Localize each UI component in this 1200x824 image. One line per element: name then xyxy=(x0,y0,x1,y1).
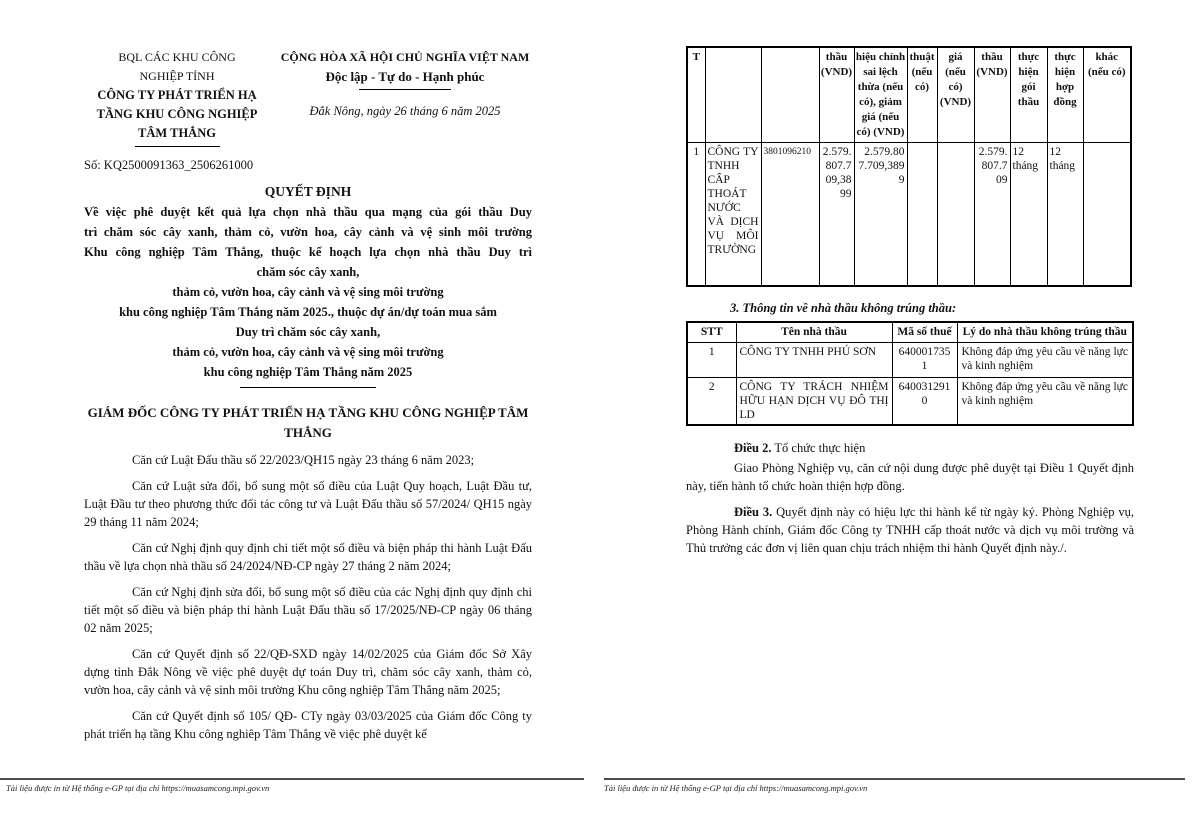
subtitle-line: Duy trì chăm sóc cây xanh, xyxy=(235,325,381,339)
parent-org-name: BQL CÁC KHU CÔNG NGHIỆP TỈNH xyxy=(118,50,236,83)
articles-block xyxy=(686,439,1134,557)
legal-basis-paragraph: Căn cứ Nghị định sửa đổi, bổ sung một số điều của các Nghị định quy định chi tiết một số điều và biện pháp thi hành Luật Đấu thầu số 17/2025/NĐ-CP ngày 06 tháng 02 năm 2025; xyxy=(84,585,532,635)
header-cell-corrected-price: hiệu chỉnh sai lệch thừa (nếu có), giảm giá (nếu có) (VND) xyxy=(854,47,907,143)
unsuccessful-bidders-table xyxy=(686,321,1134,426)
national-motto: Độc lập - Tự do - Hạnh phúc xyxy=(325,69,485,84)
table-row xyxy=(687,143,1131,286)
title-underline xyxy=(240,387,376,388)
table-row xyxy=(687,377,1133,425)
header-cell-stt: T xyxy=(687,47,705,143)
header-cell-other: khác (nếu có) xyxy=(1083,47,1131,143)
cell-package-duration: 12 tháng xyxy=(1010,143,1047,286)
cell-corrected-price: 2.579.807.709,3899 xyxy=(854,143,907,286)
company-name: CÔNG TY PHÁT TRIỂN HẠ TẦNG KHU CÔNG NGHIỆP TÂM THẮNG xyxy=(96,88,258,140)
cell-reason: Không đáp ứng yêu cầu về năng lực và kinh nghiệm xyxy=(957,377,1133,425)
header-cell-name xyxy=(705,47,761,143)
subtitle-line: khu công nghiệp Tâm Thắng năm 2025., thuộc dự án/dự toán mua sắm xyxy=(119,305,497,319)
subtitle-line: Khu công nghiệp Tâm Thắng, thuộc kế hoạch lựa chọn nhà thầu Duy trì xyxy=(84,245,532,259)
cell-stt: 1 xyxy=(687,143,705,286)
article-3-label: Điều 3. xyxy=(734,504,773,519)
article-2-title: Tổ chức thực hiện xyxy=(771,440,866,455)
cell-reason: Không đáp ứng yêu cầu về năng lực và kinh nghiệm xyxy=(957,342,1133,377)
cell-tax-id: 3801096210 xyxy=(761,143,819,286)
article-2-heading xyxy=(686,439,1134,457)
article-3-body: Quyết định này có hiệu lực thi hành kể từ ngày ký. Phòng Nghiệp vụ, Phòng Hành chính, Giám đốc Công ty TNHH cấp thoát nước và dịch vụ môi trường và Thủ trưởng các đơn vị liên quan chịu trách nhiệm thi hành Quyết định này./. xyxy=(686,504,1135,555)
subtitle-line: Về việc phê duyệt kết quả lựa chọn nhà thầu qua mạng của gói thầu Duy xyxy=(84,205,532,219)
cell-tax-id: 6400017351 xyxy=(892,342,957,377)
cell-contract-duration: 12 tháng xyxy=(1047,143,1083,286)
article-3-paragraph xyxy=(686,503,1134,557)
header-cell-package-duration: thực hiện gói thầu xyxy=(1010,47,1047,143)
subtitle-line: chăm sóc cây xanh, xyxy=(256,265,360,279)
org-underline xyxy=(135,146,220,147)
document-number: Số: KQ2500091363_2506261000 xyxy=(84,158,254,172)
article-2-body: Giao Phòng Nghiệp vụ, căn cứ nội dung được phê duyệt tại Điều 1 Quyết định này, tiến hành tổ chức hoàn thiện hợp đồng. xyxy=(686,460,1134,493)
cell-bidder-name: CÔNG TY TNHH CẤP THOÁT NƯỚC VÀ DỊCH VỤ MÔI TRƯỜNG xyxy=(705,143,761,286)
cell-award-price: 2.579.807.709 xyxy=(974,143,1010,286)
header-cell-bidder-name: Tên nhà thầu xyxy=(736,322,892,343)
section-3-heading: 3. Thông tin về nhà thầu không trúng thầu: xyxy=(730,300,957,315)
subtitle-line: trì chăm sóc cây xanh, thảm cỏ, vườn hoa, cây cảnh và vệ sinh môi trường xyxy=(84,225,532,239)
header-cell-reason: Lý do nhà thầu không trúng thầu xyxy=(957,322,1133,343)
cell-reduced-price xyxy=(937,143,974,286)
header-cell-contract-duration: thực hiện hợp đồng xyxy=(1047,47,1083,143)
page-2 xyxy=(686,46,1134,557)
document-subtitle xyxy=(84,202,532,382)
cell-tax-id: 6400312910 xyxy=(892,377,957,425)
table-header-row xyxy=(687,47,1131,143)
subtitle-line: khu công nghiệp Tâm Thắng năm 2025 xyxy=(203,365,413,379)
cell-technical xyxy=(907,143,937,286)
cell-bidder-name: CÔNG TY TNHH PHÚ SƠN xyxy=(736,342,892,377)
cell-stt: 2 xyxy=(687,377,736,425)
place-date-line: Đắk Nông, ngày 26 tháng 6 năm 2025 xyxy=(309,104,501,118)
legal-basis-paragraph: Căn cứ Luật sửa đổi, bổ sung một số điều của Luật Quy hoạch, Luật Đầu tư, Luật Đầu tư theo phương thức đối tác công tư và Luật Đấu thầu số 57/2024/ QH15 ngày 29 tháng 11 năm 2024; xyxy=(84,479,532,529)
cell-stt: 1 xyxy=(687,342,736,377)
national-header-block xyxy=(270,48,532,147)
subtitle-line: thảm cỏ, vườn hoa, cây cảnh và vệ sing môi trường xyxy=(172,285,444,299)
cell-bid-price: 2.579.807.709,3899 xyxy=(819,143,854,286)
winning-bidder-table xyxy=(686,46,1132,287)
cell-bidder-name: CÔNG TY TRÁCH NHIỆM HỮU HẠN DỊCH VỤ ĐÔ THỊ LD xyxy=(736,377,892,425)
legal-basis-paragraph: Căn cứ Luật Đấu thầu số 22/2023/QH15 ngày 23 tháng 6 năm 2023; xyxy=(132,453,475,467)
table-header-row xyxy=(687,322,1133,343)
issuing-org-block xyxy=(84,48,270,147)
document-header xyxy=(84,48,532,147)
motto-underline xyxy=(359,89,451,90)
title-block xyxy=(84,182,532,388)
legal-basis-paragraph: Căn cứ Nghị định quy định chi tiết một số điều và biện pháp thi hành Luật Đấu thầu về lựa chọn nhà thầu số 24/2024/NĐ-CP ngày 27 tháng 2 năm 2024; xyxy=(84,541,532,573)
page-2-footer: Tài liệu được in từ Hệ thống e-GP tại địa chỉ https://muasamcong.mpi.gov.vn xyxy=(604,778,1185,793)
header-cell-technical: thuật (nếu có) xyxy=(907,47,937,143)
legal-basis-paragraph: Căn cứ Quyết định số 105/ QĐ- CTy ngày 03/03/2025 của Giám đốc Công ty phát triển hạ tầng Khu công nghiêp Tâm Thắng về việc phê duyệt kế xyxy=(84,709,532,741)
header-cell-taxid xyxy=(761,47,819,143)
article-2-label: Điều 2. xyxy=(734,440,772,455)
header-cell-tax-id: Mã số thuế xyxy=(892,322,957,343)
issuer-heading: GIÁM ĐỐC CÔNG TY PHÁT TRIỂN HẠ TẦNG KHU CÔNG NGHIỆP TÂM THẮNG xyxy=(87,405,529,440)
header-cell-reduced-price: giá (nếu có) (VND) xyxy=(937,47,974,143)
header-cell-award-price: thầu (VND) xyxy=(974,47,1010,143)
header-cell-stt: STT xyxy=(687,322,736,343)
cell-other xyxy=(1083,143,1131,286)
subtitle-line: thảm cỏ, vườn hoa, cây cảnh và vệ sing môi trường xyxy=(172,345,444,359)
table-row xyxy=(687,342,1133,377)
legal-basis-paragraph: Căn cứ Quyết định số 22/QĐ-SXD ngày 14/02/2025 của Giám đốc Sở Xây dựng tỉnh Đắk Nông về việc phê duyệt dự toán Duy trì, chăm sóc cây xanh, thảm cỏ, vườn hoa, cây cảnh và vệ sinh môi trường Khu công nghiệp Tâm Thắng năm 2025; xyxy=(84,647,532,697)
national-title: CỘNG HÒA XÃ HỘI CHỦ NGHĨA VIỆT NAM xyxy=(280,50,530,64)
page-1 xyxy=(84,48,532,743)
document-title: QUYẾT ĐỊNH xyxy=(264,184,352,199)
page-1-footer: Tài liệu được in từ Hệ thống e-GP tại địa chỉ https://muasamcong.mpi.gov.vn xyxy=(0,778,584,793)
header-cell-bid-price: thầu (VND) xyxy=(819,47,854,143)
